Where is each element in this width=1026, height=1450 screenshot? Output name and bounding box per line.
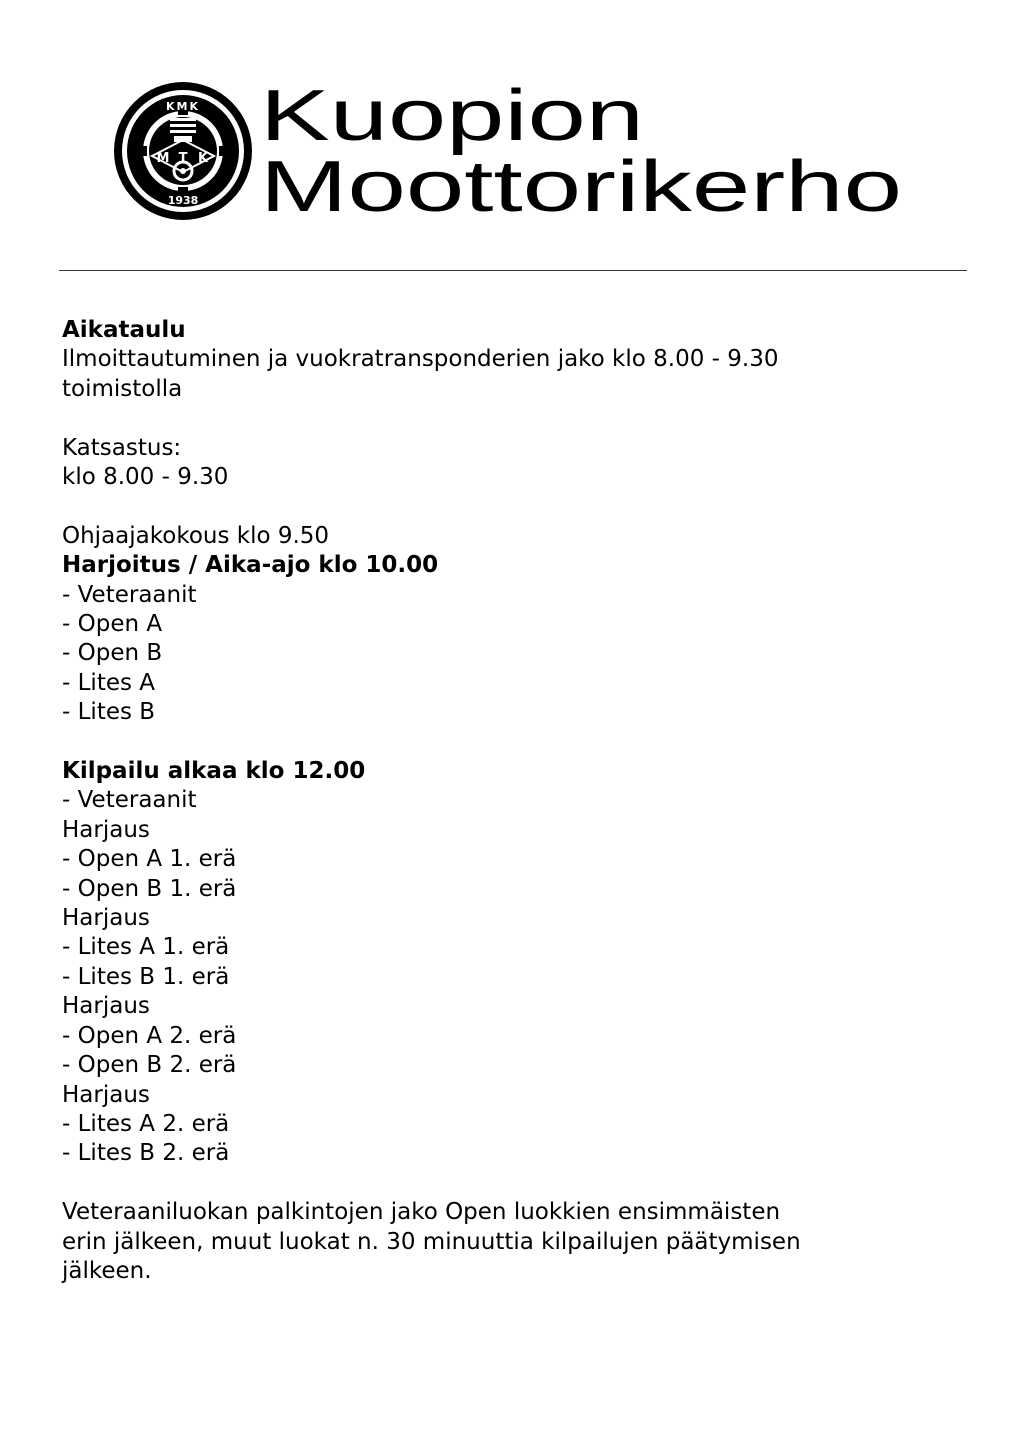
club-logo xyxy=(110,78,930,228)
emblem-letter-t: T xyxy=(178,151,188,166)
race-item: - Open B 2. erä xyxy=(62,1052,237,1079)
drivers-meeting: Ohjaajakokous klo 9.50 xyxy=(62,522,330,549)
race-item: - Open A 2. erä xyxy=(62,1022,237,1049)
race-item: Harjaus xyxy=(62,905,150,932)
race-item: - Lites A 2. erä xyxy=(62,1110,230,1137)
schedule-title: Aikataulu xyxy=(62,317,186,343)
practice-heading: Harjoitus / Aika-ajo klo 10.00 xyxy=(62,552,439,579)
prize-text-line3: jälkeen. xyxy=(62,1257,152,1284)
race-heading: Kilpailu alkaa klo 12.00 xyxy=(62,758,366,785)
practice-class-item: - Open A xyxy=(62,611,163,638)
spacer xyxy=(62,1169,962,1198)
wordmark-line1: Kuopion xyxy=(260,78,644,156)
race-item: Harjaus xyxy=(62,816,150,843)
spacer xyxy=(62,404,962,433)
practice-class-item: - Veteraanit xyxy=(62,581,197,608)
practice-class-item: - Lites A xyxy=(62,669,156,696)
emblem-letter-m: M xyxy=(156,151,170,166)
inspection-time: klo 8.00 - 9.30 xyxy=(62,464,229,491)
practice-class-item: - Lites B xyxy=(62,699,156,726)
club-wordmark xyxy=(260,78,930,228)
wordmark-line2: Moottorikerho xyxy=(260,147,902,227)
race-item: - Lites B 2. erä xyxy=(62,1140,230,1167)
schedule-document xyxy=(62,316,962,1286)
header-divider xyxy=(59,270,967,271)
spacer xyxy=(62,492,962,521)
race-item: - Lites A 1. erä xyxy=(62,934,230,961)
emblem-letter-k: K xyxy=(197,151,209,166)
race-item: - Open B 1. erä xyxy=(62,875,237,902)
registration-text-line1: Ilmoittautuminen ja vuokratransponderien jako klo 8.00 - 9.30 xyxy=(62,346,779,373)
practice-class-item: - Open B xyxy=(62,640,163,667)
race-item: Harjaus xyxy=(62,993,150,1020)
emblem-top-text: KMK xyxy=(166,100,200,113)
registration-text-line2: toimistolla xyxy=(62,375,183,402)
race-item: - Veteraanit xyxy=(62,787,197,814)
race-item: - Lites B 1. erä xyxy=(62,963,230,990)
prize-text-line1: Veteraaniluokan palkintojen jako Open luokkien ensimmäisten xyxy=(62,1199,781,1226)
race-item: - Open A 1. erä xyxy=(62,846,237,873)
emblem-year: 1938 xyxy=(167,194,199,207)
spacer xyxy=(62,728,962,757)
race-item: Harjaus xyxy=(62,1081,150,1108)
inspection-label: Katsastus: xyxy=(62,434,182,461)
prize-text-line2: erin jälkeen, muut luokat n. 30 minuuttia kilpailujen päätymisen xyxy=(62,1228,801,1255)
club-emblem-icon xyxy=(112,80,254,222)
